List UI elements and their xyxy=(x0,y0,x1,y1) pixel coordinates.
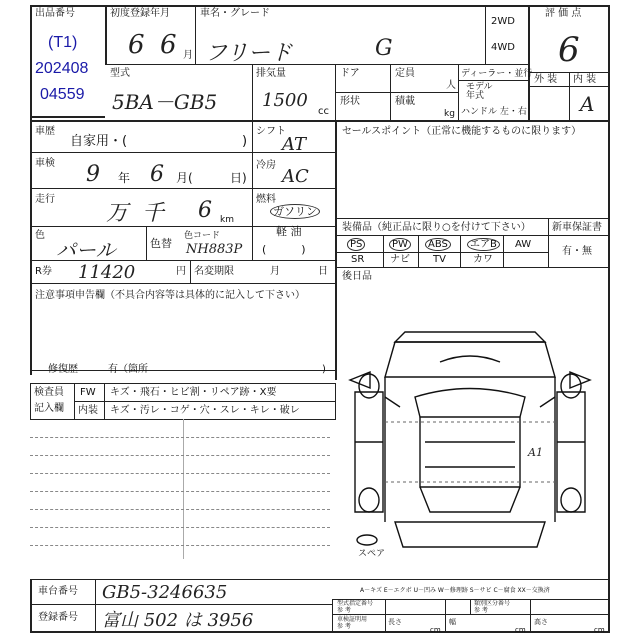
mileage-val: 6 xyxy=(198,198,212,223)
fuel-label: 燃料 xyxy=(256,194,276,205)
month-unit: 月 xyxy=(183,50,193,61)
int-text: キズ・汚レ・コゲ・穴・スレ・キレ・破レ xyxy=(110,405,300,416)
color-code: NH883P xyxy=(186,242,243,257)
recycle-amount: 11420 xyxy=(78,262,136,283)
equip-aw: AW xyxy=(515,239,532,250)
notes-label: 注意事項申告欄（不具合内容等は具体的に記入して下さい） xyxy=(35,290,305,301)
km-unit: km xyxy=(220,215,234,225)
ac-label: 冷房 xyxy=(256,160,276,171)
equip-ps-label: PS xyxy=(347,238,365,251)
equip-navi: ナビ xyxy=(390,254,410,265)
shaken-month: 6 xyxy=(150,162,164,187)
lot-line3: 04559 xyxy=(40,86,85,103)
capacity-unit: 人 xyxy=(446,80,456,91)
shaken-label: 車検 xyxy=(35,158,55,169)
cert-label: 車検証明用 参 考 xyxy=(337,616,368,630)
equip-airbag xyxy=(467,239,500,251)
height-cm: cm xyxy=(594,626,605,634)
equip-ps xyxy=(347,239,365,251)
width-label: 幅 xyxy=(449,618,456,626)
warranty-options: 有・無 xyxy=(562,246,592,257)
score-label: 評 価 点 xyxy=(545,8,582,19)
color-code-paren: ( ) xyxy=(262,243,306,256)
model: 5BA－GB5 xyxy=(112,90,218,114)
damage-legend: A－キズ E－エクボ U－凹み W－修理跡 S－サビ C－腐食 XX－交換済 xyxy=(360,587,550,594)
name-change-day: 日 xyxy=(318,266,328,277)
first-reg-month: 6 xyxy=(160,30,177,60)
displacement: 1500 xyxy=(262,90,308,111)
interior-grade: A xyxy=(580,92,595,116)
fw-label: FW xyxy=(80,387,96,398)
displacement-label: 排気量 xyxy=(256,68,286,79)
car-damage-diagram xyxy=(345,322,600,562)
equip-airbag-label: エアB xyxy=(467,238,500,251)
equip-pw xyxy=(389,239,411,251)
lot-line1: (T1) xyxy=(48,34,78,51)
sales-point-label: セールスポイント（正常に機能するものに限ります） xyxy=(342,126,582,137)
chassis: GB5-3246635 xyxy=(102,582,228,603)
warranty-label: 新車保証書 xyxy=(552,222,602,233)
mileage-sen: 千 xyxy=(142,201,165,226)
yen-unit: 円 xyxy=(176,266,186,277)
lot-line2: 202408 xyxy=(35,60,89,77)
load-label: 積載 xyxy=(395,96,415,107)
type-designation-label: 型式指定番号 参 考 xyxy=(337,600,374,614)
equip-leather: カワ xyxy=(473,254,493,265)
shaken-day-unit: 月( xyxy=(176,171,193,185)
capacity-label: 定員 xyxy=(395,68,415,79)
equip-pw-label: PW xyxy=(389,238,411,251)
category-label: 類別区分番号 参 考 xyxy=(474,600,511,614)
spare-label: スペア xyxy=(358,549,386,559)
lot-label: 出品番号 xyxy=(35,8,75,19)
first-reg-year: 6 xyxy=(128,30,145,60)
first-reg-label: 初度登録年月 xyxy=(110,8,170,19)
repair-label: 修復歴 xyxy=(48,364,78,375)
width-cm: cm xyxy=(515,626,526,634)
load-unit: kg xyxy=(444,109,455,119)
rear-seat-label: 後日品 xyxy=(342,271,372,282)
diagram-note: A1 xyxy=(528,446,543,459)
color-swap-label: 色替 xyxy=(150,237,172,250)
plate-label: 登録番号 xyxy=(38,612,78,623)
usage-close: ) xyxy=(242,134,248,149)
name-grade-label: 車名・グレード xyxy=(200,8,270,19)
shape-label: 形状 xyxy=(340,96,360,107)
cc-unit: cc xyxy=(318,106,329,117)
recycle-label: R券 xyxy=(35,266,52,277)
equip-sr: SR xyxy=(351,254,365,265)
mileage-man: 万 xyxy=(106,201,129,226)
year-unit: 年 xyxy=(118,171,131,185)
fuel-gas-circle: ガソリン xyxy=(270,204,320,219)
ac: AC xyxy=(282,166,309,187)
repair-close: ) xyxy=(322,364,326,375)
equip-abs xyxy=(425,239,451,251)
model-label: 型式 xyxy=(110,68,130,79)
equip-tv: TV xyxy=(433,254,446,265)
mileage-label: 走行 xyxy=(35,194,55,205)
fuel-diesel: 軽 油 xyxy=(276,225,302,238)
name-change-label: 名変期限 xyxy=(194,266,234,277)
drive-2wd: 2WD xyxy=(491,16,515,27)
model-year-label: モデル 年式 xyxy=(466,82,493,101)
color-label: 色 xyxy=(35,230,45,241)
door-label: ドア xyxy=(340,68,360,79)
dealer-label: ディーラー・並行 xyxy=(461,69,533,79)
shift: AT xyxy=(282,134,307,155)
car-name: フリード xyxy=(205,41,293,66)
length-label: 長さ xyxy=(388,618,402,626)
exterior-label: 外 装 xyxy=(534,74,558,85)
length-cm: cm xyxy=(430,626,441,634)
shaken-year: 9 xyxy=(86,162,100,187)
inspector-label-1: 検査員 xyxy=(34,387,64,398)
day-unit: 日) xyxy=(230,171,247,185)
handle-label: ハンドル 左・右 xyxy=(461,107,527,117)
interior-label: 内 装 xyxy=(573,74,597,85)
height-label: 高さ xyxy=(534,618,548,626)
chassis-label: 車台番号 xyxy=(38,586,78,597)
repair-value: 有（箇所 xyxy=(108,364,148,375)
int-label: 内装 xyxy=(78,405,98,416)
equip-abs-label: ABS xyxy=(425,238,451,251)
grade: G xyxy=(375,36,393,61)
inspector-label-2: 記入欄 xyxy=(34,403,64,414)
shift-label: シフト xyxy=(256,126,286,137)
name-change-month: 月 xyxy=(270,266,280,277)
score: 6 xyxy=(558,30,580,70)
fw-text: キズ・飛石・ヒビ割・リペア跡・X要 xyxy=(110,387,277,398)
equipment-label: 装備品（純正品に限り○を付けて下さい） xyxy=(342,222,531,233)
drive-4wd: 4WD xyxy=(491,42,515,53)
plate: 富山 502 は 3956 xyxy=(102,610,254,631)
usage-label: 車歴 xyxy=(35,126,55,137)
usage: 自家用・( xyxy=(70,134,128,149)
fuel-gas xyxy=(270,206,320,218)
color: パール xyxy=(56,238,116,262)
color-code-label: 色コード xyxy=(184,231,221,241)
